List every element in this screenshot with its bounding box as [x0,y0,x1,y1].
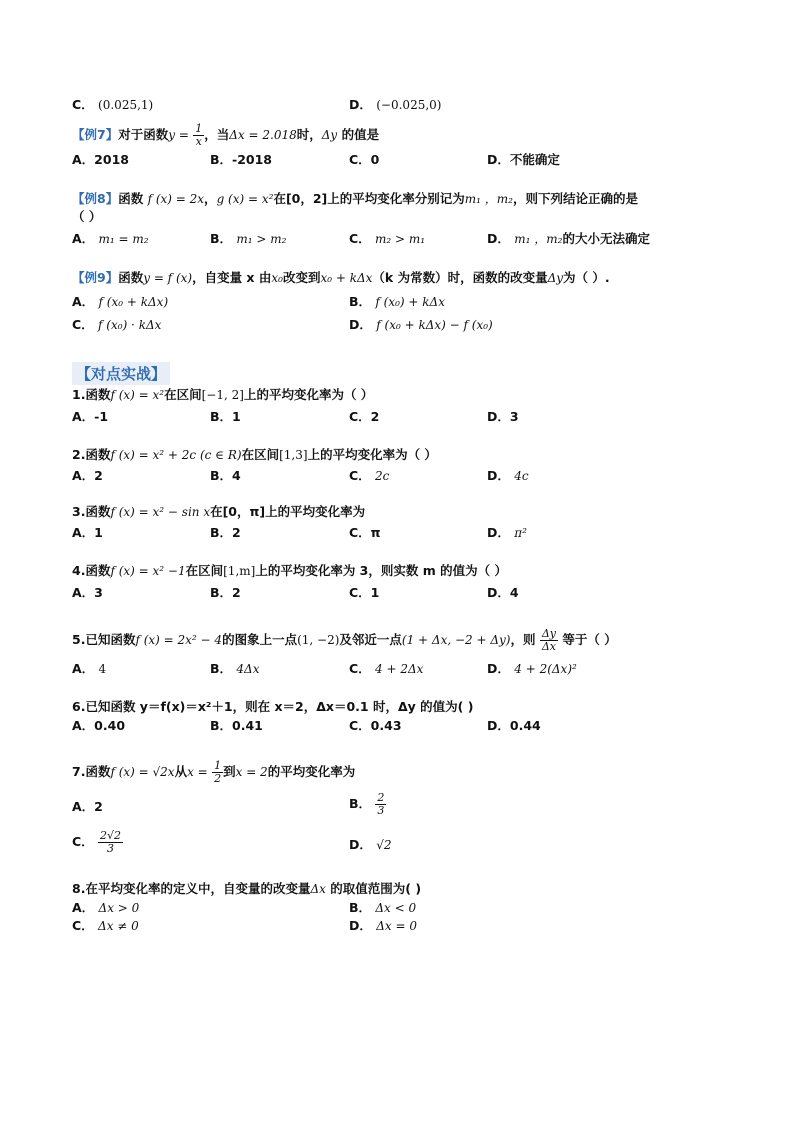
example-9-label: 【例9】 [72,270,119,285]
question-2-option-a: A．2 [72,468,103,483]
section-heading: 【对点实战】 [72,362,170,385]
question-5-option-b: B． 4Δx [210,661,260,676]
example-7-option-a: A．2018 [72,152,129,167]
example-7-option-c: C．0 [349,152,380,167]
question-7-option-b: B． $\frac{2}{3}$ [349,791,385,817]
question-8-option-a: A． Δx > 0 [72,900,140,915]
example-8-option-c: C． m₂ > m₁ [349,231,426,246]
example-8-label: 【例8】 [72,191,119,206]
example-8-blank: （ ） [72,209,102,224]
example-7-fraction: $\frac{1}{x}$ [195,122,203,148]
question-8-option-c: C． Δx ≠ 0 [72,918,139,933]
question-5-option-a: A． 4 [72,661,107,676]
question-7-option-d: D． √2 [349,837,392,852]
example-9-option-d: D． f (x₀ + kΔx) − f (x₀) [349,317,493,332]
question-6-option-b: B．0.41 [210,718,263,733]
question-6-option-d: D．0.44 [487,718,541,733]
question-2-option-b: B．4 [210,468,241,483]
example-8-option-b: B． m₁ > m₂ [210,231,287,246]
example-8-question: 【例8】函数 f (x) = 2x，g (x) = x²在[0，2]上的平均变化率分别记为m₁ ，m₂，则下列结论正确的是 [72,191,638,206]
prev-option-d: D． (−0.025,0) [349,97,442,112]
example-7-option-b: B．-2018 [210,152,273,167]
question-1: 1.函数f (x) = x²在区间[−1, 2]上的平均变化率为（ ） [72,387,374,402]
example-9-option-a: A． f (x₀ + kΔx) [72,294,169,309]
example-8-option-d: D． m₁ ，m₂的大小无法确定 [487,231,650,246]
question-6: 6.已知函数 y＝f(x)＝x²＋1，则在 x＝2，Δx＝0.1 时，Δy 的值为( ) [72,699,474,714]
question-4-option-a: A．3 [72,585,103,600]
question-4-option-d: D．4 [487,585,519,600]
example-7-option-d: D．不能确定 [487,152,560,167]
example-7-question: 【例7】对于函数y = $\frac{1}{x}$ ，当Δx = 2.018时，Δy 的值是 [72,122,380,148]
example-9-question: 【例9】函数y = f (x)，自变量 x 由x₀改变到x₀ + kΔx（k 为常数）时，函数的改变量Δy为（ ）. [72,270,610,285]
question-1-option-c: C．2 [349,409,380,424]
question-3: 3.函数f (x) = x² − sin x在[0，π]上的平均变化率为 [72,504,366,519]
question-3-option-a: A．1 [72,525,103,540]
question-3-option-d: D． π² [487,525,527,540]
question-7-option-a: A．2 [72,799,103,814]
question-7-option-c: C． $\frac{2√2}{3}$ [72,829,122,855]
question-4-option-b: B．2 [210,585,241,600]
question-5-fraction: $\frac{\Delta y}{\Delta x}$ [541,627,557,653]
question-1-option-d: D．3 [487,409,519,424]
example-9-option-b: B． f (x₀) + kΔx [349,294,445,309]
question-3-option-c: C．π [349,525,381,540]
example-7-label: 【例7】 [72,127,119,142]
question-8: 8.在平均变化率的定义中，自变量的改变量Δx 的取值范围为( ) [72,881,422,896]
question-8-option-b: B． Δx < 0 [349,900,417,915]
question-5-option-c: C． 4 + 2Δx [349,661,424,676]
question-3-option-b: B．2 [210,525,241,540]
question-1-option-b: B．1 [210,409,241,424]
prev-option-c: C． (0.025,1) [72,97,154,112]
question-5-option-d: D． 4 + 2(Δx)² [487,661,577,676]
example-8-option-a: A． m₁ = m₂ [72,231,149,246]
question-7-fraction: $\frac{1}{2}$ [214,759,222,785]
question-2-option-d: D． 4c [487,468,529,483]
question-2: 2.函数f (x) = x² + 2c (c ∈ R)在区间[1,3]上的平均变化率为（ ） [72,447,437,462]
example-9-option-c: C． f (x₀) · kΔx [72,317,162,332]
question-5: 5.已知函数f (x) = 2x² − 4的图象上一点(1, −2)及邻近一点(1 + Δx, −2 + Δy)，则 $\frac{\Delta y}{\Delta x}$ 等于（ ） [72,627,617,653]
question-6-option-a: A．0.40 [72,718,126,733]
question-7: 7.函数f (x) = √2x从x = $\frac{1}{2}$ 到x = 2的平均变化率为 [72,759,356,785]
question-4: 4.函数f (x) = x² −1在区间[1,m]上的平均变化率为 3，则实数 m 的值为（ ） [72,563,507,578]
question-6-option-c: C．0.43 [349,718,402,733]
question-8-option-d: D． Δx = 0 [349,918,418,933]
question-4-option-c: C．1 [349,585,380,600]
question-2-option-c: C． 2c [349,468,390,483]
question-1-option-a: A．-1 [72,409,109,424]
